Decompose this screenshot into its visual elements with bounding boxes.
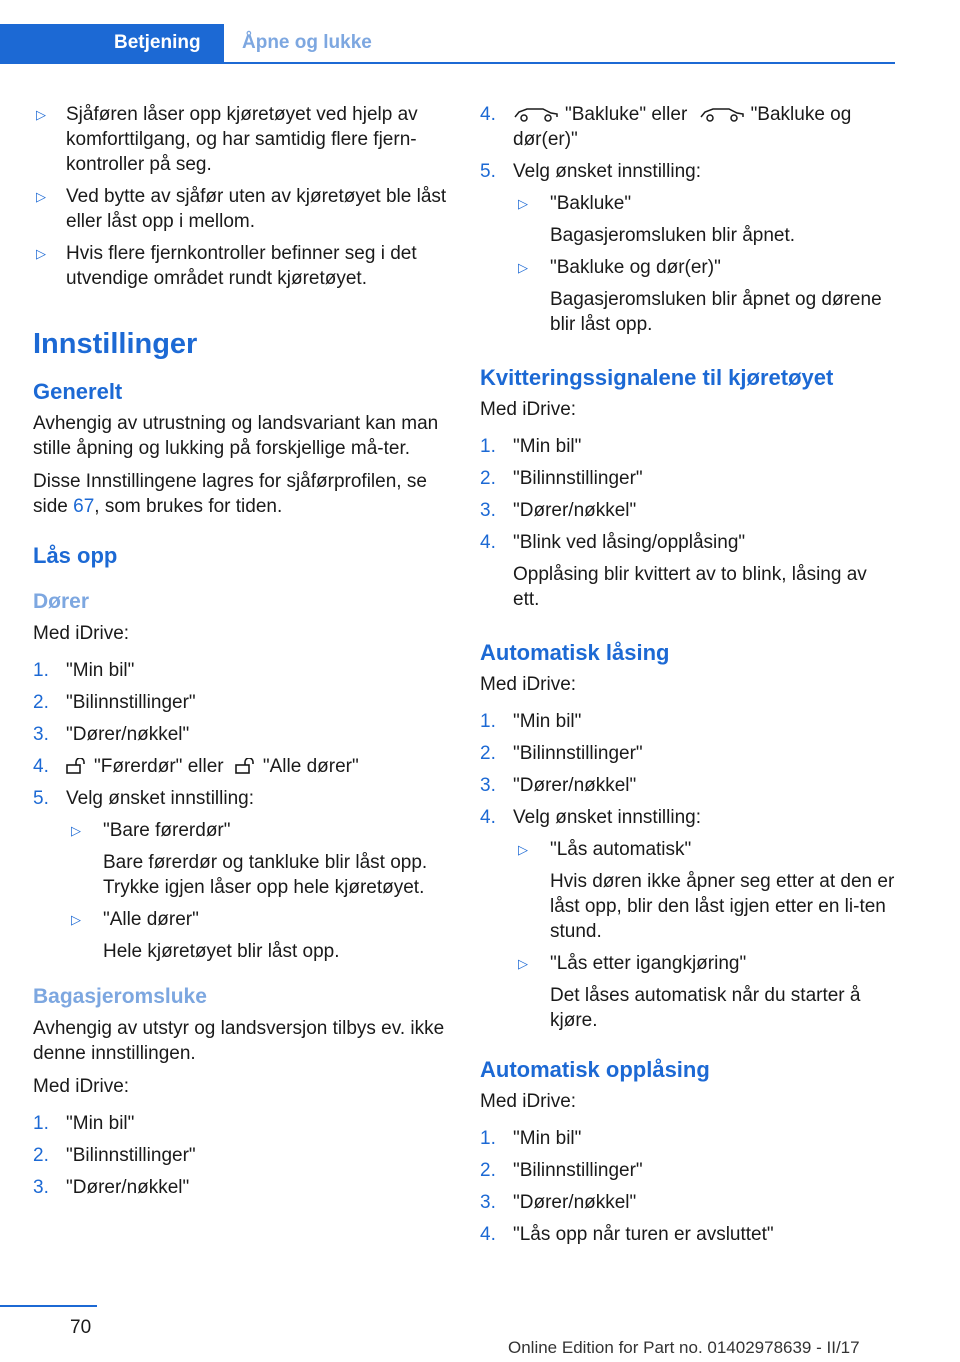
med-idrive-label: Med iDrive:	[480, 674, 577, 695]
triangle-bullet-icon: ▷	[518, 956, 528, 971]
list-item: ▷ Hvis flere fjernkontroller befinner seg i det utvendige området rundt kjøretøyet.	[36, 243, 417, 289]
car-tailgate-icon	[699, 106, 745, 122]
triangle-bullet-icon: ▷	[518, 842, 528, 857]
list-item: 2. "Bilinnstillinger"	[33, 1145, 196, 1166]
triangle-bullet-icon: ▷	[36, 189, 46, 204]
list-item: 2. "Bilinnstillinger"	[480, 743, 643, 764]
list-item: 1. "Min bil"	[480, 711, 582, 732]
list-item: ▷ "Lås etter igangkjøring" Det låses automatisk når du starter å kjøre.	[518, 953, 861, 1031]
triangle-bullet-icon: ▷	[71, 912, 81, 927]
paragraph-profile: Disse Innstillingene lagres for sjåførprofilen, se side 67, som brukes for tiden.	[33, 471, 427, 517]
subheading-bagasjeromsluke: Bagasjeromsluke	[33, 985, 207, 1008]
edition-text: Online Edition for Part no. 01402978639 - II/17	[508, 1338, 860, 1357]
list-item: 2. "Bilinnstillinger"	[33, 692, 196, 713]
triangle-bullet-icon: ▷	[518, 196, 528, 211]
chapter-header	[0, 24, 895, 64]
page-link[interactable]: 67	[73, 496, 95, 517]
list-item: 1. "Min bil"	[480, 1128, 582, 1149]
list-item: ▷ Sjåføren låser opp kjøretøyet ved hjelp av komforttilgang, og har samtidig flere fjern-kontroller på seg.	[36, 104, 418, 175]
paragraph-bagasje: Avhengig av utstyr og landsversjon tilbys ev. ikke denne innstillingen.	[33, 1018, 445, 1064]
subheading-generelt: Generelt	[33, 379, 123, 404]
right-column	[480, 102, 895, 1254]
subheading-las-opp: Lås opp	[33, 543, 118, 568]
list-item: 5. Velg ønsket innstilling:	[480, 161, 701, 182]
triangle-bullet-icon: ▷	[36, 246, 46, 261]
list-item: 4. "Bakluke" eller "Bakluke og dør(er)"	[480, 104, 852, 150]
list-item: 4. "Blink ved låsing/opplåsing" Opplåsing blir kvittert av to blink, låsing av ett.	[480, 532, 867, 610]
triangle-bullet-icon: ▷	[71, 823, 81, 838]
page-number: 70	[70, 1317, 92, 1338]
triangle-bullet-icon: ▷	[518, 260, 528, 275]
list-item: 1. "Min bil"	[480, 436, 582, 457]
list-item: 2. "Bilinnstillinger"	[480, 1160, 643, 1181]
chapter-tab-betjening[interactable]: Betjening	[0, 24, 224, 62]
list-item: 3. "Dører/nøkkel"	[33, 724, 190, 745]
section-tab-apne-og-lukke[interactable]: Åpne og lukke	[242, 32, 372, 53]
list-item: ▷ Ved bytte av sjåfør uten av kjøretøyet ble låst eller låst opp i mellom.	[36, 186, 447, 232]
list-item: 3. "Dører/nøkkel"	[480, 775, 637, 796]
list-item: 2. "Bilinnstillinger"	[480, 468, 643, 489]
triangle-bullet-icon: ▷	[36, 107, 46, 122]
paragraph-generelt: Avhengig av utrustning og landsvariant kan man stille åpning og lukking på forskjellige må-ter.	[33, 413, 439, 459]
car-tailgate-icon	[513, 106, 559, 122]
sub-list	[33, 818, 448, 964]
sub-list	[480, 191, 895, 337]
left-column	[33, 102, 448, 1207]
unlock-icon	[66, 758, 88, 774]
list-item: 5. Velg ønsket innstilling:	[33, 788, 254, 809]
unlock-icon	[235, 758, 257, 774]
sub-list	[480, 837, 895, 1033]
footer-rule	[0, 1305, 97, 1307]
list-item: 3. "Dører/nøkkel"	[480, 500, 637, 521]
med-idrive-label: Med iDrive:	[480, 1091, 577, 1112]
med-idrive-label: Med iDrive:	[33, 623, 130, 644]
subheading-automatisk-lasing: Automatisk låsing	[480, 640, 670, 665]
list-item: ▷ "Bakluke og dør(er)" Bagasjeromsluken blir åpnet og dørene blir låst opp.	[518, 257, 882, 335]
section-heading-innstillinger: Innstillinger	[33, 328, 198, 360]
list-item: 4. "Lås opp når turen er avsluttet"	[480, 1224, 774, 1245]
list-item: 1. "Min bil"	[33, 660, 135, 681]
list-item: 3. "Dører/nøkkel"	[480, 1192, 637, 1213]
med-idrive-label: Med iDrive:	[33, 1076, 130, 1097]
subheading-dorer: Dører	[33, 590, 90, 613]
list-item: 3. "Dører/nøkkel"	[33, 1177, 190, 1198]
list-item: 4. Velg ønsket innstilling:	[480, 807, 701, 828]
subheading-automatisk-opplasing: Automatisk opplåsing	[480, 1057, 710, 1082]
list-item: ▷ "Alle dører" Hele kjøretøyet blir låst opp.	[71, 909, 340, 962]
list-item: 1. "Min bil"	[33, 1113, 135, 1134]
subheading-kvitteringssignalene: Kvitteringssignalene til kjøretøyet	[480, 365, 834, 390]
list-item: ▷ "Lås automatisk" Hvis døren ikke åpner seg etter at den er låst opp, blir den låst igjen etter en li-ten stund.	[518, 839, 895, 942]
list-item: 4. "Førerdør" eller "Alle dører"	[33, 756, 359, 777]
list-item: ▷ "Bakluke" Bagasjeromsluken blir åpnet.	[518, 193, 796, 246]
med-idrive-label: Med iDrive:	[480, 399, 577, 420]
list-item: ▷ "Bare førerdør" Bare førerdør og tankluke blir låst opp. Trykke igjen låser opp hele kjøretøyet.	[71, 820, 428, 898]
